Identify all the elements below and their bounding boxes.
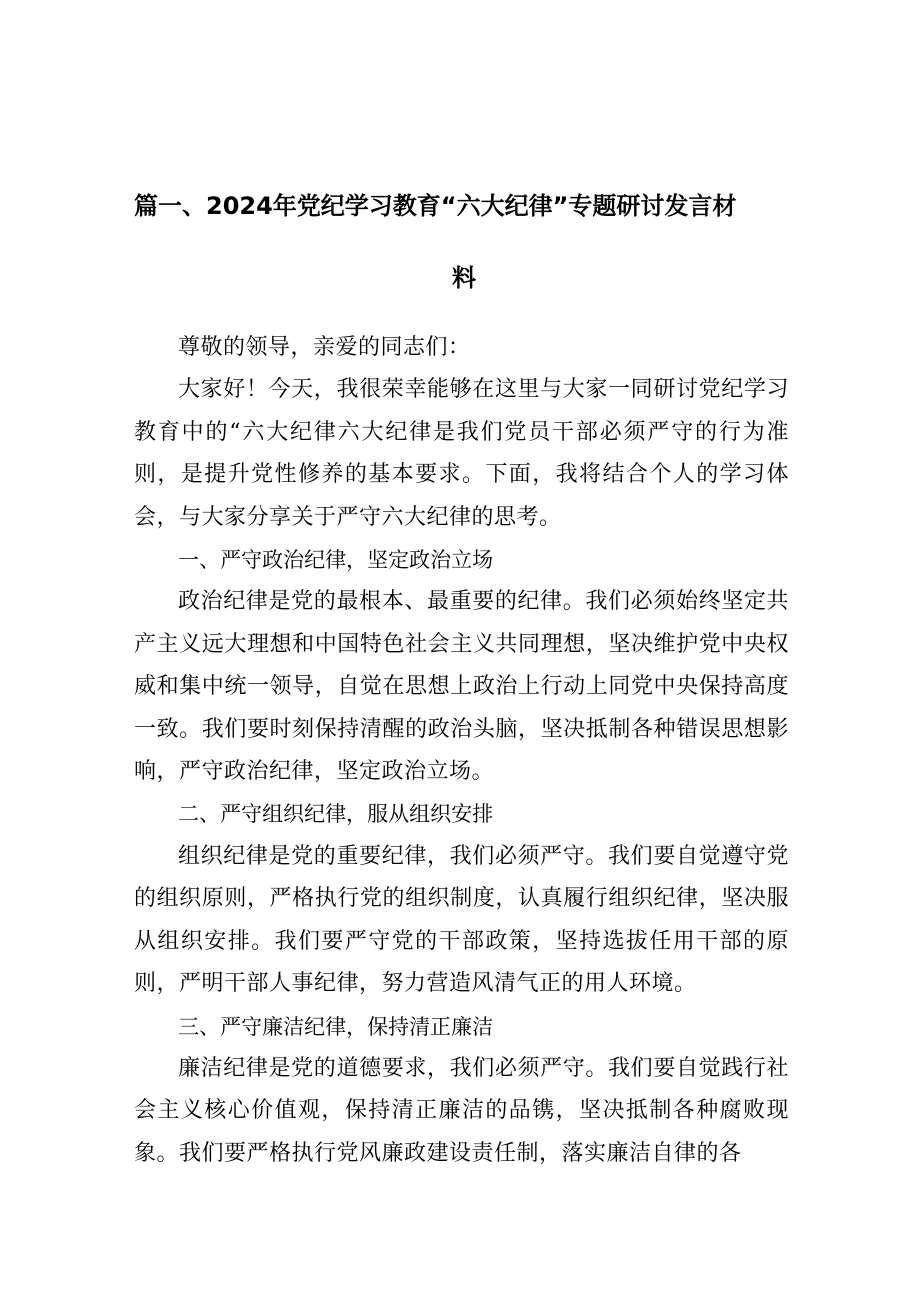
intro-paragraph: 大家好！今天，我很荣幸能够在这里与大家一同研讨党纪学习教育中的“六大纪律六大纪律是我们党员干部必须严守的行为准则，是提升党性修养的基本要求。下面，我将结合个人的学习体会，与大家分享关于严守六大纪律的思考。 xyxy=(134,377,789,530)
section-heading-1: 一、严守政治纪律，坚定政治立场 xyxy=(178,548,494,573)
section-paragraph-3: 廉洁纪律是党的道德要求，我们必须严守。我们要自觉践行社会主义核心价值观，保持清正廉洁的品镌，坚决抵制各种腐败现象。我们要严格执行党风廉政建设责任制，落实廉洁自律的各 xyxy=(134,1055,789,1166)
salutation: 尊敬的领导，亲爱的同志们： xyxy=(178,335,471,360)
document-title xyxy=(134,170,794,314)
title-line-1: 篇一、2024年党纪学习教育“六大纪律”专题研讨发言材 xyxy=(134,192,737,220)
section-paragraph-1: 政治纪律是党的最根本、最重要的纪律。我们必须始终坚定共产主义远大理想和中国特色社会主义共同理想，坚决维护党中央权威和集中统一领导，自觉在思想上政治上行动上同党中央保持高度一致。我们要时刻保持清醒的政治头脑，坚决抵制各种错误思想影响，严守政治纪律，坚定政治立场。 xyxy=(134,589,789,785)
title-line-2: 料 xyxy=(452,264,476,292)
section-paragraph-2: 组织纪律是党的重要纪律，我们必须严守。我们要自觉遵守党的组织原则，严格执行党的组织制度，认真履行组织纪律，坚决服从组织安排。我们要严守党的干部政策，坚持选拔任用干部的原则，严明干部人事纪律，努力营造风清气正的用人环境。 xyxy=(134,843,789,997)
document-body xyxy=(134,327,789,1175)
section-heading-3: 三、严守廉洁纪律，保持清正廉洁 xyxy=(178,1014,494,1039)
section-heading-2: 二、严守组织纪律，服从组织安排 xyxy=(178,802,494,827)
